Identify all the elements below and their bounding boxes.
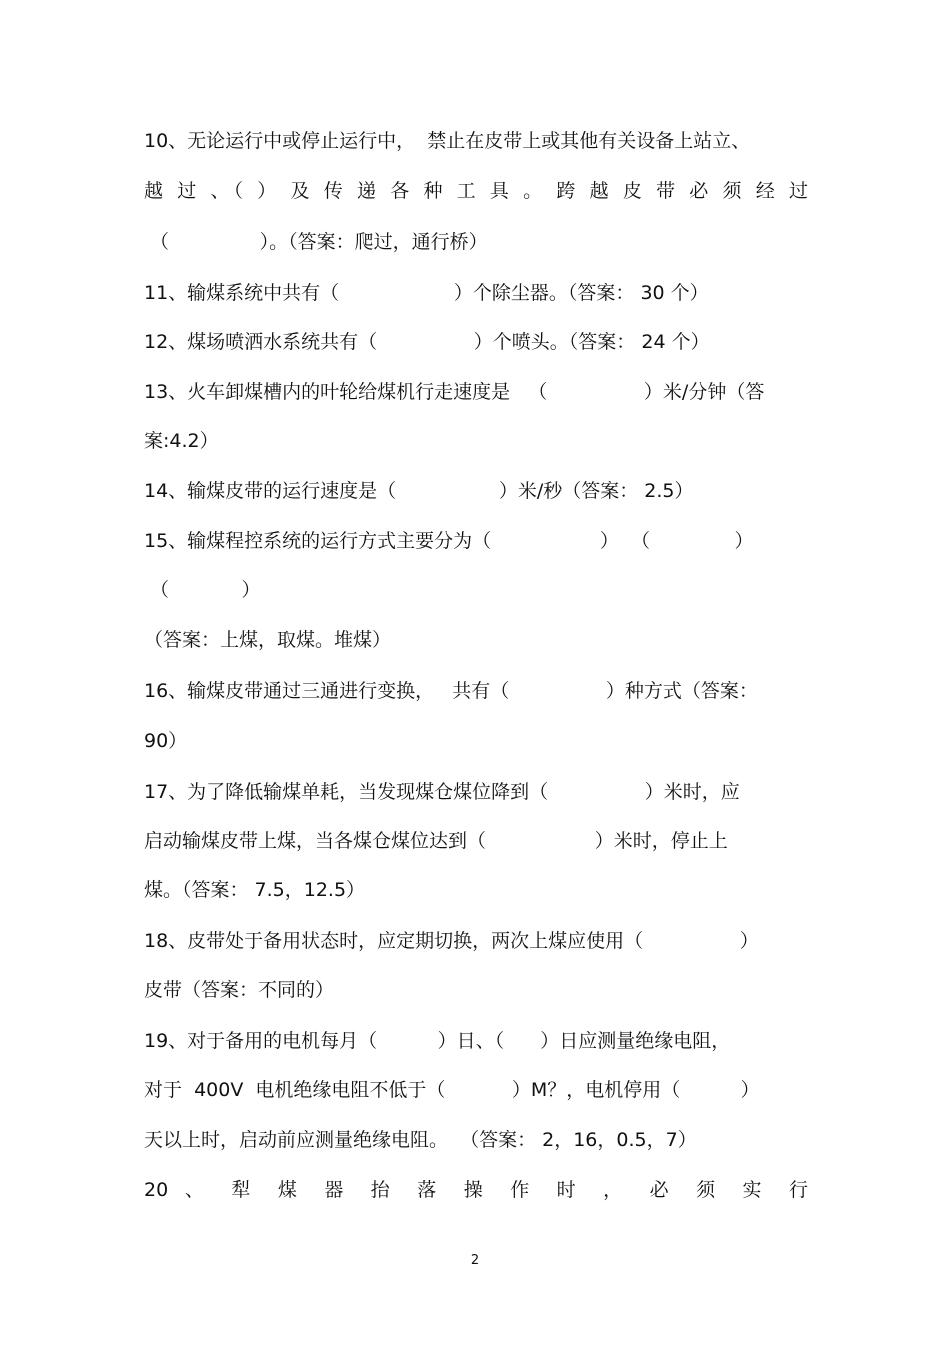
question-19-line-3: 天以上时，启动前应测量绝缘电阻。 （答案： 2，16，0.5，7）: [144, 1129, 697, 1151]
question-12: 12、煤场喷洒水系统共有（ ）个喷头。（答案： 24 个）: [144, 331, 710, 353]
question-19-line-2: 对于 400V 电机绝缘电阻不低于（ ）M？，电机停用（ ）: [144, 1079, 760, 1101]
question-18-line-2: 皮带（答案：不同的）: [144, 979, 335, 1001]
question-10-line-3: （ ）。（答案：爬过，通行桥）: [144, 231, 488, 253]
question-16-line-1: 16、输煤皮带通过三通进行变换， 共有（ ）种方式（答案：: [144, 680, 758, 702]
question-17-line-3: 煤。（答案： 7.5，12.5）: [144, 879, 366, 901]
question-11: 11、输煤系统中共有（ ）个除尘器。（答案： 30 个）: [144, 282, 709, 304]
question-14: 14、输煤皮带的运行速度是（ ）米/秒（答案： 2.5）: [144, 480, 694, 502]
question-15-line-1: 15、输煤程控系统的运行方式主要分为（ ） （ ）: [144, 530, 754, 552]
question-20-line-1: 20 、 犁 煤 器 抬 落 操 作 时 ， 必 须 实 行: [144, 1179, 808, 1201]
question-13-line-1: 13、火车卸煤槽内的叶轮给煤机行走速度是 （ ）米/分钟（答: [144, 381, 765, 403]
question-13-line-2: 案:4.2）: [144, 430, 219, 452]
question-18-line-1: 18、皮带处于备用状态时，应定期切换，两次上煤应使用（ ）: [144, 930, 759, 952]
question-16-line-2: 90）: [144, 730, 188, 752]
question-17-line-2: 启动输煤皮带上煤，当各煤仓煤位达到（ ）米时，停止上: [144, 830, 728, 852]
question-15-answer: （答案：上煤，取煤。堆煤）: [144, 629, 392, 651]
question-19-line-1: 19、对于备用的电机每月（ ）日、（ ）日应测量绝缘电阻，: [144, 1030, 731, 1052]
question-10-line-2: 越 过 、（ ） 及 传 递 各 种 工 具 。 跨 越 皮 带 必 须 经 过: [144, 180, 808, 202]
question-10-line-1: 10、无论运行中或停止运行中， 禁止在皮带上或其他有关设备上站立、: [144, 130, 751, 152]
question-17-line-1: 17、为了降低输煤单耗，当发现煤仓煤位降到（ ）米时，应: [144, 781, 740, 803]
question-15-line-2: （ ）: [144, 579, 261, 601]
page-number: 2: [470, 1253, 480, 1268]
